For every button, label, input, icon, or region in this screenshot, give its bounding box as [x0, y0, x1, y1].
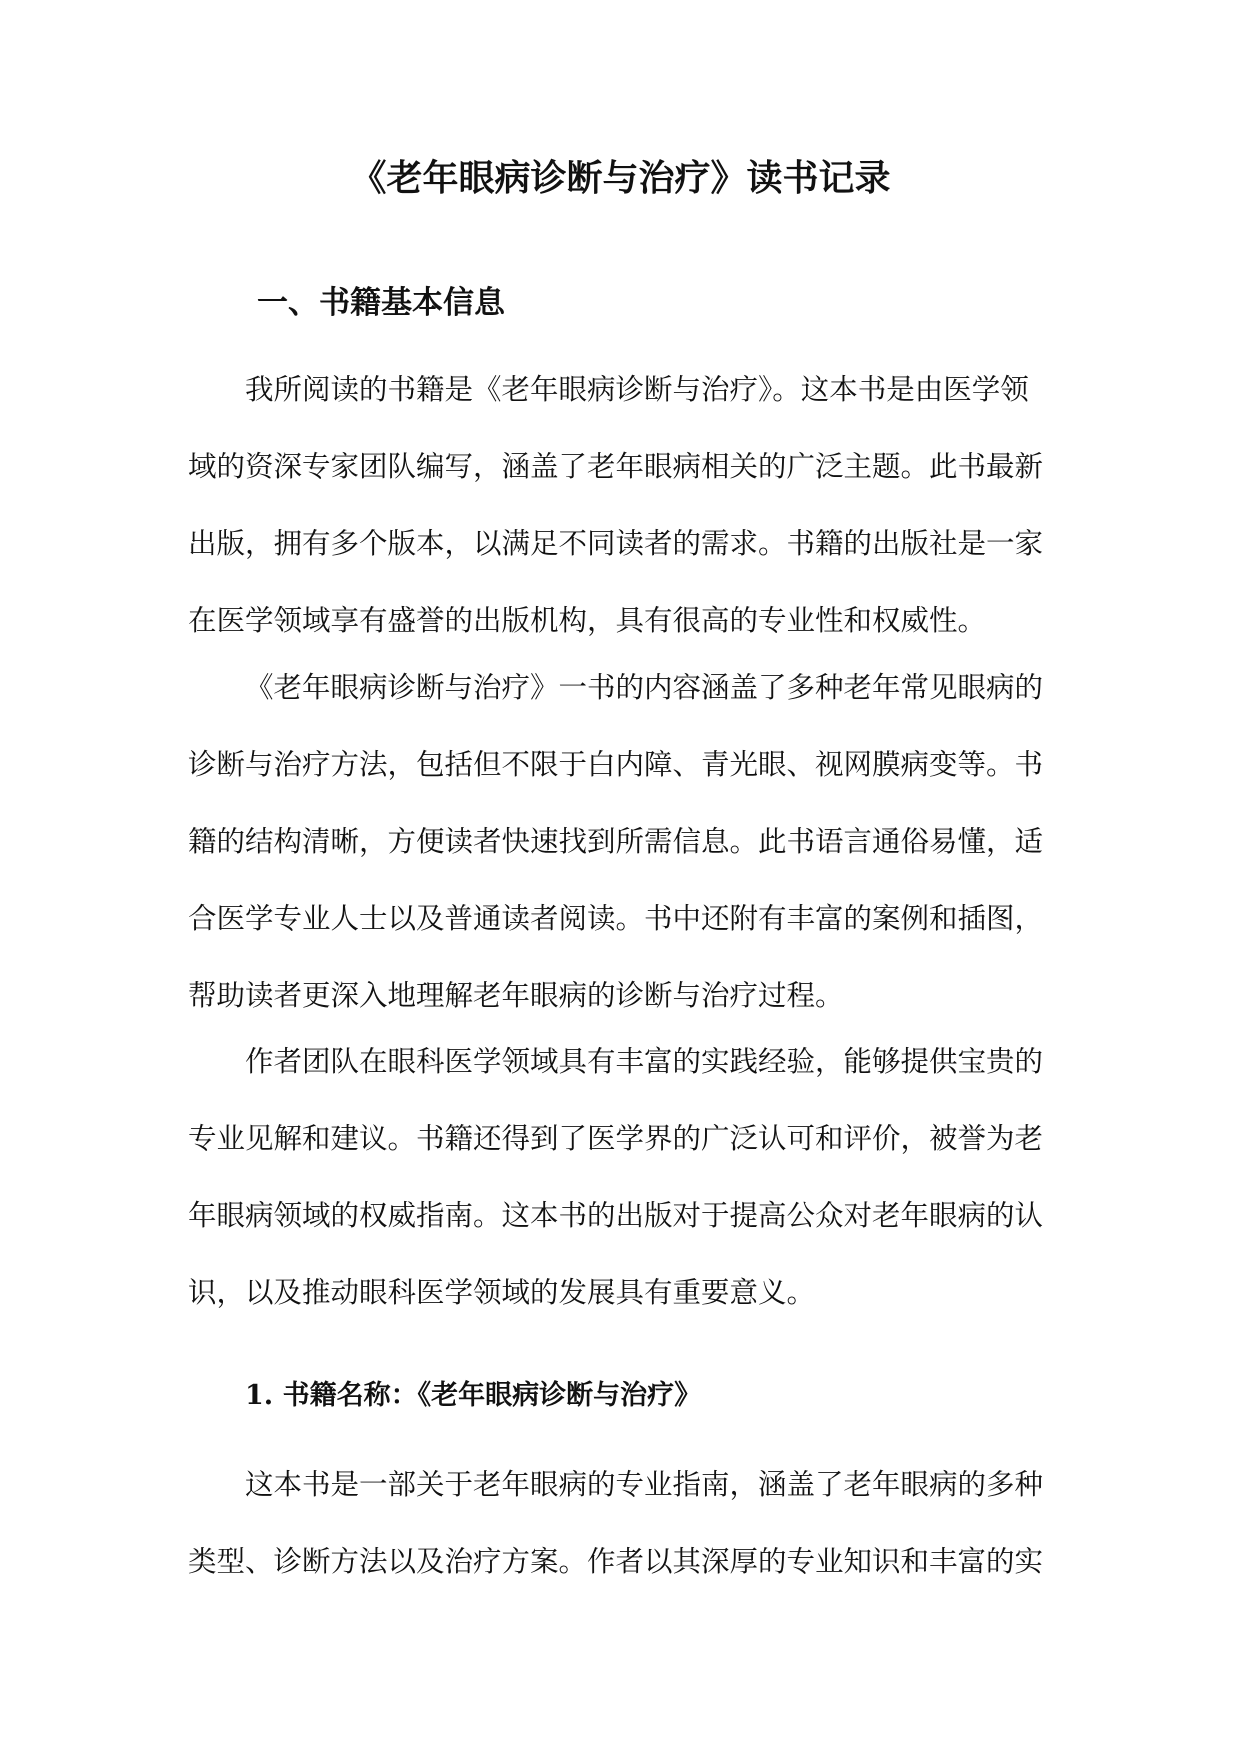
paragraph-line: 域的资深专家团队编写，涵盖了老年眼病相关的广泛主题。此书最新	[188, 450, 1044, 483]
paragraph-line: 在医学领域享有盛誉的出版机构，具有很高的专业性和权威性。	[188, 604, 987, 637]
paragraph-line: 我所阅读的书籍是《老年眼病诊断与治疗》。这本书是由医学领	[245, 373, 1029, 406]
paragraph-line: 作者团队在眼科医学领域具有丰富的实践经验，能够提供宝贵的	[245, 1045, 1044, 1078]
paragraph-2	[188, 649, 1056, 1034]
paragraph-line: 诊断与治疗方法，包括但不限于白内障、青光眼、视网膜病变等。书	[188, 748, 1044, 781]
paragraph-line: 合医学专业人士以及普通读者阅读。书中还附有丰富的案例和插图，	[188, 902, 1044, 935]
paragraph-line: 这本书是一部关于老年眼病的专业指南，涵盖了老年眼病的多种	[245, 1468, 1044, 1501]
paragraph-3	[188, 1023, 1056, 1331]
paragraph-4	[188, 1446, 1056, 1600]
paragraph-line: 识，以及推动眼科医学领域的发展具有重要意义。	[188, 1276, 816, 1309]
paragraph-line: 《老年眼病诊断与治疗》一书的内容涵盖了多种老年常见眼病的	[245, 671, 1044, 704]
paragraph-1	[188, 351, 1056, 659]
paragraph-line: 类型、诊断方法以及治疗方案。作者以其深厚的专业知识和丰富的实	[188, 1545, 1044, 1578]
paragraph-line: 帮助读者更深入地理解老年眼病的诊断与治疗过程。	[188, 979, 844, 1012]
paragraph-line: 专业见解和建议。书籍还得到了医学界的广泛认可和评价，被誉为老	[188, 1122, 1044, 1155]
section-heading-basic-info: 一、书籍基本信息	[257, 285, 505, 321]
paragraph-line: 年眼病领域的权威指南。这本书的出版对于提高公众对老年眼病的认	[188, 1199, 1044, 1232]
paragraph-line: 出版，拥有多个版本，以满足不同读者的需求。书籍的出版社是一家	[188, 527, 1044, 560]
paragraph-line: 籍的结构清晰，方便读者快速找到所需信息。此书语言通俗易懂，适	[188, 825, 1044, 858]
document-title: 《老年眼病诊断与治疗》读书记录	[350, 157, 891, 199]
subsection-heading-book-name: 1. 书籍名称：《老年眼病诊断与治疗》	[245, 1380, 702, 1411]
